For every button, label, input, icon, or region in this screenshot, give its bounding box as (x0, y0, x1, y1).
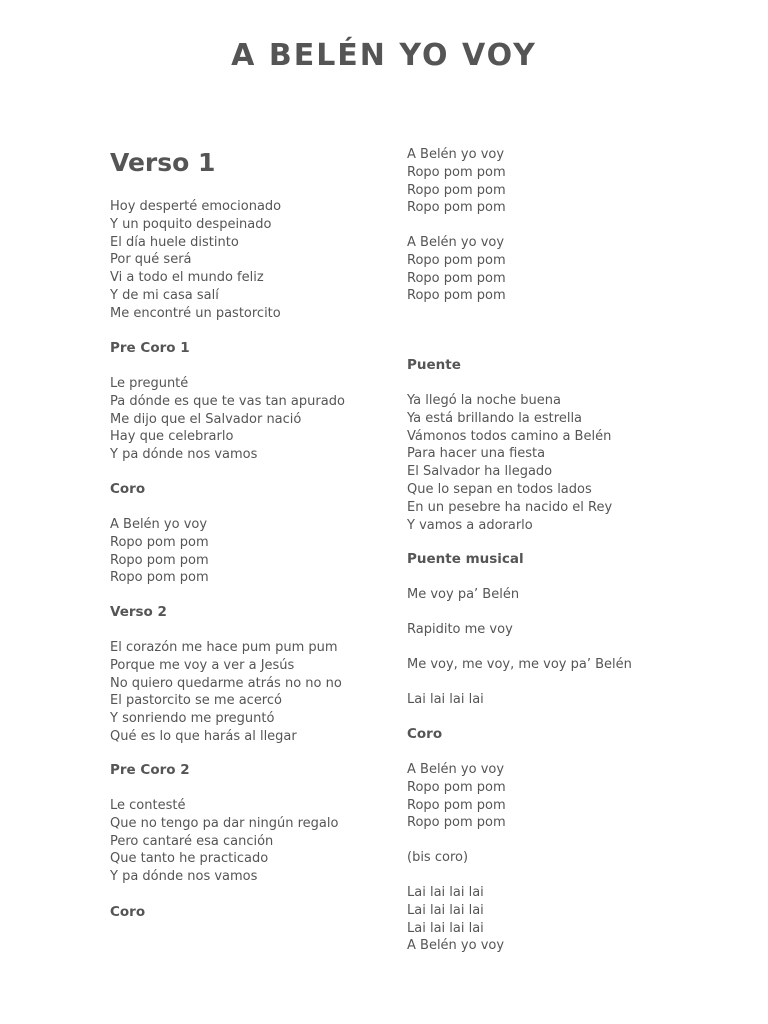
coro-3-lines (407, 761, 506, 832)
lyric-line: En un pesebre ha nacido el Rey (407, 499, 613, 515)
lyric-line: Y pa dónde nos vamos (110, 447, 258, 463)
outro-lines (407, 884, 504, 955)
lyric-line: Me dijo que el Salvador nació (110, 411, 302, 427)
lyric-line: Le contesté (110, 798, 186, 813)
lyric-line: Que no tengo pa dar ningún regalo (110, 815, 339, 831)
lyric-line: Ropo pom pom (407, 797, 506, 813)
lyric-line: Porque me voy a ver a Jesús (110, 657, 295, 673)
lyric-line: A Belén yo voy (407, 938, 505, 954)
lyric-line: Ropo pom pom (407, 164, 506, 180)
lyric-line: El pastorcito se me acercó (110, 693, 282, 709)
lyric-line: Y pa dónde nos vamos (110, 869, 258, 885)
lyric-line: (bis coro) (407, 850, 469, 865)
puente-musical-heading: Puente musical (407, 551, 524, 567)
lyric-line: Ropo pom pom (407, 252, 506, 268)
puente-heading: Puente (407, 357, 461, 373)
puente-musical-line-2 (407, 621, 513, 639)
lyric-line: Ropo pom pom (407, 270, 506, 286)
lyric-line: Ya llegó la noche buena (407, 393, 561, 408)
lyric-line: Lai lai lai lai (407, 902, 484, 918)
coro-3-heading: Coro (407, 726, 443, 742)
lyric-line: Por qué será (110, 252, 192, 268)
lyric-line: Para hacer una fiesta (407, 446, 546, 462)
puente-lines (407, 392, 612, 534)
lyric-line: El Salvador ha llegado (407, 464, 553, 480)
lyric-line: Me voy, me voy, me voy pa’ Belén (407, 657, 632, 672)
lyric-line: Y vamos a adorarlo (407, 517, 533, 533)
lyric-line: Qué es lo que harás al llegar (110, 728, 297, 744)
lyric-line: El corazón me hace pum pum pum (110, 640, 338, 655)
coro-1-lines (110, 516, 209, 587)
lyric-line: Ropo pom pom (110, 570, 209, 586)
lyric-line: Vi a todo el mundo feliz (110, 270, 264, 286)
lyric-line: Que tanto he practicado (110, 851, 269, 867)
coro-2-heading: Coro (110, 904, 146, 920)
puente-musical-line-4 (407, 691, 484, 709)
lyric-line: Lai lai lai lai (407, 885, 484, 900)
pre-coro-1-heading: Pre Coro 1 (110, 340, 190, 356)
lyric-line: Vámonos todos camino a Belén (407, 428, 612, 444)
lyric-line: El día huele distinto (110, 234, 239, 250)
lyric-line: Que lo sepan en todos lados (407, 481, 592, 497)
lyric-line: Ropo pom pom (110, 534, 209, 550)
puente-musical-line-3 (407, 656, 632, 674)
coro-b-lines (407, 234, 506, 305)
lyric-line: Hay que celebrarlo (110, 429, 234, 445)
pre-coro-2-heading: Pre Coro 2 (110, 762, 190, 778)
verso-1-heading: Verso 1 (110, 148, 216, 177)
pre-coro-2-lines (110, 797, 338, 886)
verso-2-heading: Verso 2 (110, 604, 167, 620)
lyric-line: Ropo pom pom (407, 182, 506, 198)
lyric-line: Me encontré un pastorcito (110, 305, 281, 321)
lyric-line: A Belén yo voy (110, 517, 208, 532)
puente-musical-line-1 (407, 586, 519, 604)
coro-1-heading: Coro (110, 481, 146, 497)
lyric-line: Lai lai lai lai (407, 920, 484, 936)
lyric-line: A Belén yo voy (407, 147, 505, 162)
coro-a-lines (407, 146, 506, 217)
verso-2-lines (110, 639, 342, 746)
lyric-line: A Belén yo voy (407, 762, 505, 777)
lyric-line: Lai lai lai lai (407, 692, 484, 707)
lyric-line: Hoy desperté emocionado (110, 199, 282, 214)
lyric-line: Ya está brillando la estrella (407, 410, 583, 426)
lyric-line: Ropo pom pom (407, 779, 506, 795)
lyric-line: No quiero quedarme atrás no no no (110, 675, 342, 691)
verso-1-lines (110, 198, 281, 323)
lyric-line: Pero cantaré esa canción (110, 833, 274, 849)
bis-coro-note (407, 849, 468, 867)
lyric-line: Ropo pom pom (407, 815, 506, 831)
lyric-line: Pa dónde es que te vas tan apurado (110, 393, 345, 409)
pre-coro-1-lines (110, 375, 345, 464)
lyric-line: Y un poquito despeinado (110, 216, 272, 232)
lyric-line: Ropo pom pom (110, 552, 209, 568)
lyric-line: Ropo pom pom (407, 200, 506, 216)
lyric-line: Rapidito me voy (407, 622, 513, 637)
lyric-line: Y de mi casa salí (110, 287, 219, 303)
page-title: A BELÉN YO VOY (231, 38, 537, 73)
lyric-line: A Belén yo voy (407, 235, 505, 250)
lyric-line: Le pregunté (110, 376, 189, 391)
lyric-line: Y sonriendo me preguntó (110, 711, 275, 727)
lyric-line: Me voy pa’ Belén (407, 587, 520, 602)
lyric-line: Ropo pom pom (407, 288, 506, 304)
